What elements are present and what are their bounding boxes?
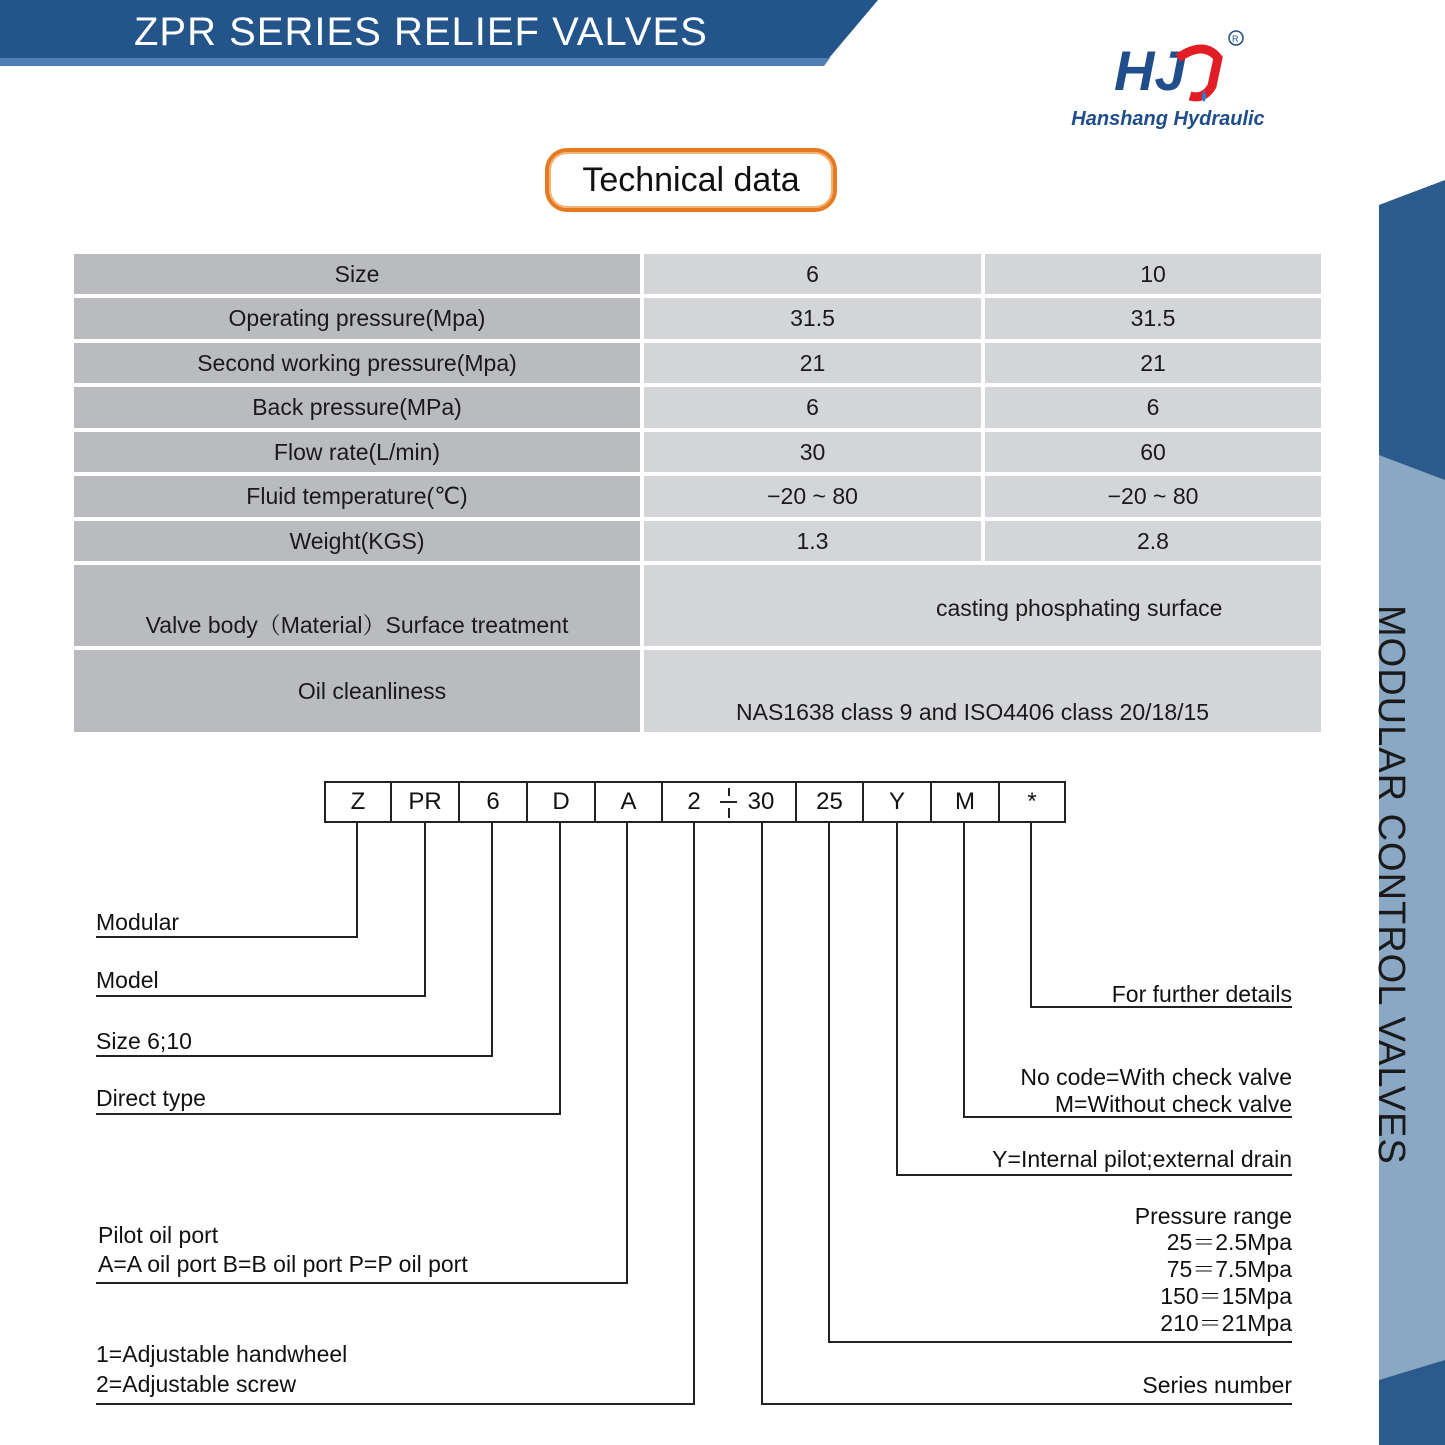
cell-size-10: −20 ~ 80 — [985, 476, 1321, 517]
note-size: Size 6;10 — [96, 1028, 192, 1054]
cell-size-6: 1.3 — [644, 521, 981, 561]
note-pressure-150: 150＝15Mpa — [1160, 1283, 1292, 1309]
note-series: Series number — [1142, 1372, 1292, 1398]
cell-size-10: 21 — [985, 343, 1321, 383]
code-thirty: 30 — [747, 788, 775, 815]
code-d: D — [526, 781, 596, 823]
clean-value: NAS1638 class 9 and ISO4406 class 20/18/15 — [736, 699, 1210, 725]
row-label: Flow rate(L/min) — [74, 432, 640, 472]
code-m: M — [930, 781, 1000, 823]
code-size: 6 — [458, 781, 528, 823]
cell-size-6: 6 — [644, 254, 981, 294]
cell-size-6: 31.5 — [644, 298, 981, 339]
row-label: Operating pressure(Mpa) — [74, 298, 640, 339]
row-label: Weight(KGS) — [74, 521, 640, 561]
note-pressure-title: Pressure range — [1134, 1203, 1292, 1229]
row-label: Size — [74, 254, 640, 294]
note-adjust-handwheel: 1=Adjustable handwheel — [96, 1341, 348, 1367]
section-title-badge: Technical data — [545, 148, 837, 212]
note-pressure-75: 75＝7.5Mpa — [1166, 1256, 1292, 1282]
code-pressure: 25 — [795, 781, 864, 823]
cell-size-10: 10 — [985, 254, 1321, 294]
note-pressure-210: 210＝21Mpa — [1160, 1310, 1292, 1336]
code-a: A — [594, 781, 663, 823]
page-title: ZPR SERIES RELIEF VALVES — [134, 10, 708, 54]
note-pilot-title: Pilot oil port — [98, 1222, 219, 1248]
cell-size-6: 30 — [644, 432, 981, 472]
cell-size-10: 6 — [985, 387, 1321, 428]
note-pilot-ports: A=A oil port B=B oil port P=P oil port — [98, 1251, 468, 1277]
note-direct: Direct type — [96, 1085, 206, 1111]
cell-size-6: 21 — [644, 343, 981, 383]
code-y: Y — [862, 781, 932, 823]
note-adjust-screw: 2=Adjustable screw — [96, 1371, 297, 1397]
clean-label: Oil cleanliness — [297, 677, 447, 704]
note-check-m: M=Without check valve — [1054, 1091, 1292, 1117]
row-label: Second working pressure(Mpa) — [74, 343, 640, 383]
note-pressure-25: 25＝2.5Mpa — [1166, 1229, 1292, 1255]
code-z: Z — [324, 781, 392, 823]
note-further: For further details — [1111, 981, 1292, 1007]
note-pilot-y: Y=Internal pilot;external drain — [992, 1146, 1292, 1172]
row-label: Back pressure(MPa) — [74, 387, 640, 428]
code-pr: PR — [390, 781, 460, 823]
cell-size-10: 2.8 — [985, 521, 1321, 561]
note-modular: Modular — [96, 909, 180, 935]
cell-size-6: 6 — [644, 387, 981, 428]
svg-text:R: R — [1232, 34, 1239, 44]
code-star: * — [998, 781, 1066, 823]
note-check-code: No code=With check valve — [1020, 1064, 1292, 1090]
row-label: Fluid temperature(℃) — [74, 476, 640, 517]
cell-size-6: −20 ~ 80 — [644, 476, 981, 517]
body-label: Valve body（Material）Surface treatment — [145, 612, 569, 638]
note-model: Model — [96, 967, 159, 993]
cell-size-10: 31.5 — [985, 298, 1321, 339]
logo-mark: HJ — [1114, 39, 1186, 102]
body-value: casting phosphating surface — [936, 595, 1223, 621]
cell-size-10: 60 — [985, 432, 1321, 472]
side-label: MODULAR CONTROL VALVES — [1370, 605, 1412, 1165]
company-name: Hanshang Hydraulic — [1071, 108, 1265, 130]
code-two: 2 — [687, 788, 701, 815]
